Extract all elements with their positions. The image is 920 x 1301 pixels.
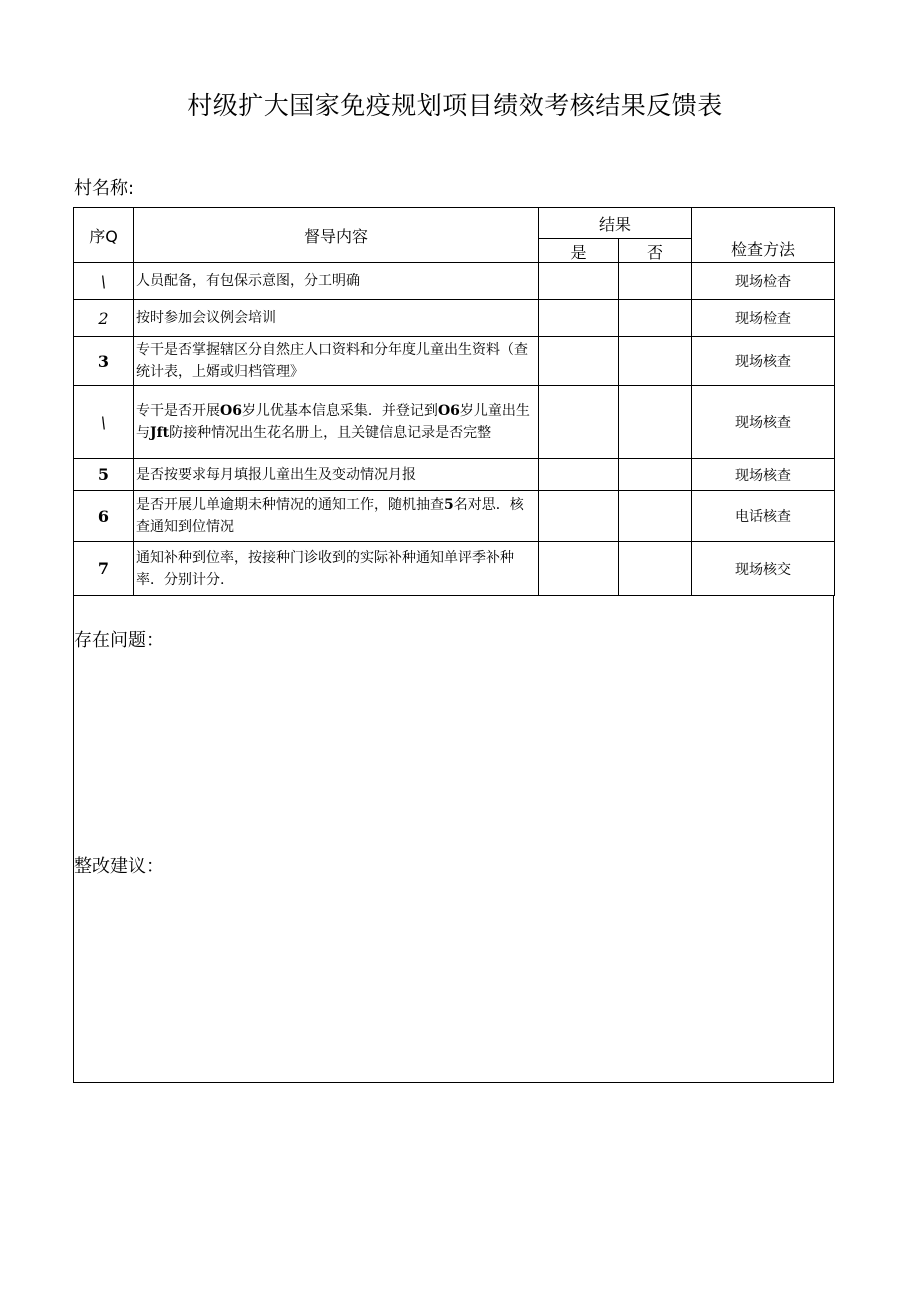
row-content xyxy=(134,300,539,337)
row-content xyxy=(134,386,539,459)
row-seq: 2 xyxy=(74,300,134,337)
content-text: 名对思．核查通知到位情况 xyxy=(136,497,524,535)
content-text: 专干是否掌握辖区分自然庄人口资料和分年度儿童出生资料（查统计表，上婿或归档管理》 xyxy=(136,342,528,380)
row-seq: 5 xyxy=(74,459,134,491)
comments-area xyxy=(73,596,834,1083)
content-text: 专干是否开展 xyxy=(136,403,220,419)
content-text: 防接种情况出生花名册上，且关键信息记录是否完整 xyxy=(169,425,492,441)
table-row xyxy=(74,263,835,300)
row-content xyxy=(134,459,539,491)
row-method: 现场检杳 xyxy=(692,263,835,300)
table-row xyxy=(74,337,835,386)
assessment-table xyxy=(73,207,835,596)
row-seq: \ xyxy=(74,386,134,459)
row-yes-cell[interactable] xyxy=(539,337,619,386)
content-text: 岁儿童出生与 xyxy=(136,403,530,441)
row-yes-cell[interactable] xyxy=(539,386,619,459)
row-no-cell[interactable] xyxy=(619,300,692,337)
content-text: 岁儿优基本信息采集．并登记到 xyxy=(241,403,438,419)
row-yes-cell[interactable] xyxy=(539,491,619,542)
row-seq: 7 xyxy=(74,542,134,596)
row-yes-cell[interactable] xyxy=(539,263,619,300)
row-method: 现场核查 xyxy=(692,337,835,386)
row-no-cell[interactable] xyxy=(619,386,692,459)
header-no: 否 xyxy=(619,239,692,263)
header-result: 结果 xyxy=(539,208,692,239)
content-emphasis: O6 xyxy=(437,403,460,419)
row-content xyxy=(134,542,539,596)
row-yes-cell[interactable] xyxy=(539,542,619,596)
content-text: 是否按要求每月填报儿童出生及变动情况月报 xyxy=(136,466,416,483)
page-title: 村级扩大国家免疫规划项目绩效考核结果反馈表 xyxy=(187,91,723,120)
content-emphasis: 5 xyxy=(444,497,454,513)
row-method: 现场核交 xyxy=(692,542,835,596)
table-row xyxy=(74,491,835,542)
row-yes-cell[interactable] xyxy=(539,459,619,491)
content-text: 人员配备，有包保示意图，分工明确 xyxy=(136,273,360,289)
content-text: 是否开展儿单逾期未种情况的通知工作，随机抽查 xyxy=(136,497,444,513)
row-method: 现场核查 xyxy=(692,386,835,459)
content-text: 按时参加会议例会培训 xyxy=(136,310,276,326)
row-seq: \ xyxy=(74,263,134,300)
header-content: 督导内容 xyxy=(134,208,539,263)
row-yes-cell[interactable] xyxy=(539,300,619,337)
content-emphasis: O6 xyxy=(220,403,242,419)
table-row xyxy=(74,459,835,491)
header-yes: 是 xyxy=(539,239,619,263)
row-no-cell[interactable] xyxy=(619,459,692,491)
table-row xyxy=(74,542,835,596)
row-content xyxy=(134,337,539,386)
row-seq: 6 xyxy=(74,491,134,542)
problems-label: 存在问题： xyxy=(74,630,164,651)
header-seq: 序Q xyxy=(74,208,134,263)
row-method: 现场核查 xyxy=(692,459,835,491)
row-no-cell[interactable] xyxy=(619,542,692,596)
row-method: 电话核查 xyxy=(692,491,835,542)
row-no-cell[interactable] xyxy=(619,337,692,386)
suggestions-label: 整改建议： xyxy=(74,856,164,877)
row-content xyxy=(134,263,539,300)
row-method: 现场检查 xyxy=(692,300,835,337)
row-content xyxy=(134,491,539,542)
table-row xyxy=(74,300,835,337)
header-method: 检查方法 xyxy=(692,208,835,263)
village-name-label: 村名称: xyxy=(74,178,135,199)
table-row xyxy=(74,386,835,459)
content-text: 通知补种到位率，按接种门诊收到的实际补种通知单评季补种率．分别计分. xyxy=(136,549,514,588)
content-emphasis: Jft xyxy=(150,425,170,441)
row-no-cell[interactable] xyxy=(619,491,692,542)
row-seq: 3 xyxy=(74,337,134,386)
row-no-cell[interactable] xyxy=(619,263,692,300)
